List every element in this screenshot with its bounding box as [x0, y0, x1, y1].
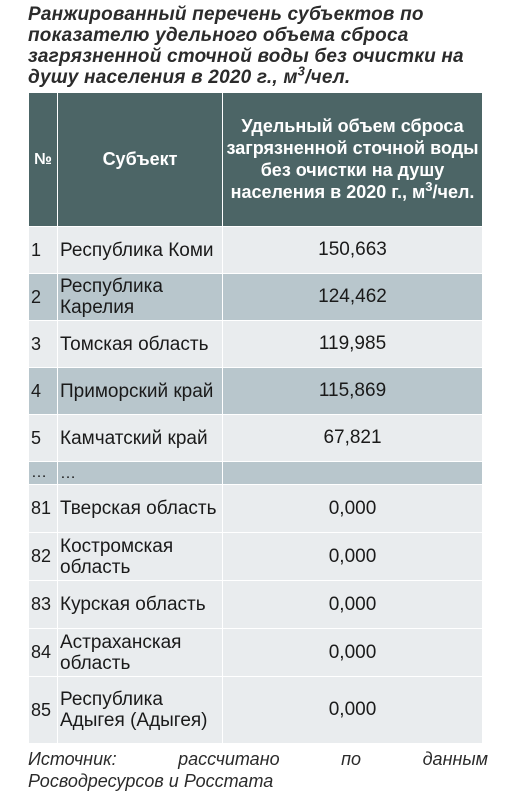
row-subject: Республика Адыгея (Адыгея) — [58, 677, 223, 744]
table-row — [29, 415, 483, 462]
row-value: 0,000 — [223, 581, 483, 629]
row-subject: Тверская область — [58, 485, 223, 533]
source-word-3: по — [341, 749, 362, 769]
row-subject: Республика Карелия — [58, 274, 223, 321]
row-num: … — [29, 462, 58, 485]
table-row — [29, 629, 483, 677]
source-note — [28, 748, 488, 792]
row-value: 150,663 — [223, 227, 483, 274]
row-subject: Курская область — [58, 581, 223, 629]
header-num: № — [29, 93, 58, 227]
row-num: 1 — [29, 227, 58, 274]
row-num: 5 — [29, 415, 58, 462]
row-value — [223, 462, 483, 485]
row-num: 84 — [29, 629, 58, 677]
row-value: 67,821 — [223, 415, 483, 462]
table-header-row — [29, 93, 483, 227]
row-subject: Камчатский край — [58, 415, 223, 462]
title-tail: /чел. — [305, 67, 351, 88]
row-value: 124,462 — [223, 274, 483, 321]
row-subject: Астраханская область — [58, 629, 223, 677]
table-row — [29, 677, 483, 744]
row-num: 3 — [29, 321, 58, 368]
row-subject: Приморский край — [58, 368, 223, 415]
table-row — [29, 581, 483, 629]
header-value-superscript: 3 — [425, 179, 433, 194]
title-text: Ранжированный перечень субъектов по показателю удельного объема сброса загрязненной сточной воды без очистки на душу населения в 2020 г., м — [28, 4, 464, 88]
row-subject: Республика Коми — [58, 227, 223, 274]
source-line-2: Росводресурсов и Росстата — [28, 771, 274, 791]
row-value: 0,000 — [223, 629, 483, 677]
header-value-text: Удельный объем сброса загрязненной сточной воды без очистки на душу населения в 2020 г., м — [226, 116, 479, 202]
row-subject: Костромская область — [58, 533, 223, 581]
row-subject: Томская область — [58, 321, 223, 368]
table-row — [29, 485, 483, 533]
table-row — [29, 274, 483, 321]
row-num: 82 — [29, 533, 58, 581]
table-row — [29, 227, 483, 274]
row-num: 4 — [29, 368, 58, 415]
row-value: 0,000 — [223, 485, 483, 533]
ranking-table — [28, 92, 483, 744]
header-value-tail: /чел. — [432, 182, 475, 202]
page-title — [28, 4, 498, 88]
header-value — [223, 93, 483, 227]
source-line-1 — [28, 748, 488, 770]
row-num: 2 — [29, 274, 58, 321]
row-value: 0,000 — [223, 677, 483, 744]
table-row — [29, 533, 483, 581]
row-num: 83 — [29, 581, 58, 629]
row-num: 81 — [29, 485, 58, 533]
row-value: 115,869 — [223, 368, 483, 415]
source-word-2: рассчитано — [178, 749, 280, 769]
row-subject: … — [58, 462, 223, 485]
row-num: 85 — [29, 677, 58, 744]
table-row — [29, 321, 483, 368]
table-row — [29, 462, 483, 485]
header-subject: Субъект — [58, 93, 223, 227]
table-row — [29, 368, 483, 415]
row-value: 119,985 — [223, 321, 483, 368]
row-value: 0,000 — [223, 533, 483, 581]
source-word-1: Источник: — [28, 749, 117, 769]
source-word-4: данным — [422, 749, 488, 769]
title-superscript: 3 — [297, 63, 306, 79]
